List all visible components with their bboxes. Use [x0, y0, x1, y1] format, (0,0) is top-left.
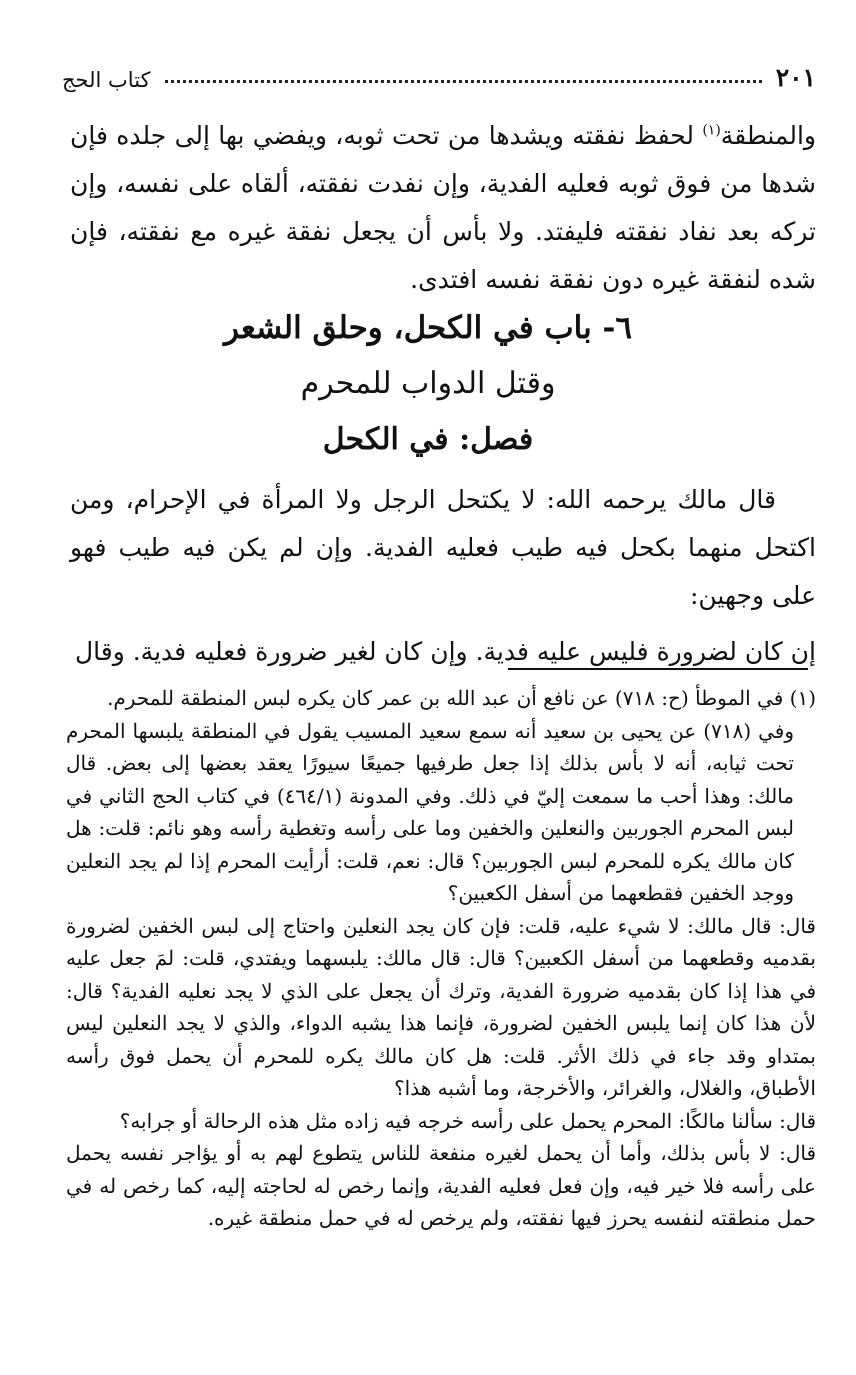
- intro-paragraph: [70, 112, 816, 304]
- chapter-subheading: وقتل الدواب للمحرم: [300, 366, 556, 401]
- intro-text-rest: لحفظ نفقته ويشدها من تحت ثوبه، ويفضي بها إلى جلده فإن شدها من فوق ثوبه فعليه الفدية، وإن نفدت نفقته، ألقاه على نفسه، وإن تركه بعد نفاد نفقته فليفتد. ولا بأس أن يجعل نفقة غيره مع نفقته، فإن شده لنفقة غيره دون نفقة نفسه افتدى.: [70, 121, 816, 294]
- footnote-separator: [508, 668, 808, 670]
- footnote-1-paragraph-4: قال: سألنا مالكًا: المحرم يحمل على رأسه خرجه فيه زاده مثل هذه الرحالة أو جرابه؟: [119, 1108, 816, 1133]
- page-number: ٢٠١: [775, 63, 816, 92]
- footnote-1-paragraph-5: قال: لا بأس بذلك، وأما أن يحمل لغيره منفعة للناس يتطوع لهم به أو يؤاجر نفسه يحمل على رأسه فلا خير فيه، وإن فعل فعليه الفدية، وإنما رخص له لحاجته إليه، كما رخص له في حمل منطقته لنفسه يحرز فيها نفقته، ولم يرخص له في حمل منطقة غيره.: [66, 1141, 816, 1230]
- header-dot-leader: [165, 80, 762, 83]
- footnotes: [66, 682, 816, 1235]
- section-paragraph-2: إن كان لضرورة فليس عليه فدية. وإن كان لغير ضرورة فعليه فدية. وقال: [74, 637, 816, 666]
- section-heading: فصل: في الكحل: [322, 422, 534, 457]
- section-body: [70, 476, 816, 676]
- intro-text: [70, 112, 816, 304]
- footnote-1-paragraph-2: وفي (٧١٨) عن يحيى بن سعيد أنه سمع سعيد المسيب يقول في المنطقة يلبسها المحرم تحت ثيابه، أنه لا بأس بذلك إذا جعل طرفيها جميعًا سيورًا يعقد بعضها إلى بعض. قال مالك: وهذا أحب ما سمعت إليّ في ذلك. وفي المدونة (٤٦٤/١) في كتاب الحج الثاني في لبس المحرم الجوربين والنعلين والخفين وما على رأسه وتغطية رأسه وهو نائم: قلت: هل كان مالك يكره للمحرم لبس الجوربين؟ قال: نعم، قلت: أرأيت المحرم إذا لم يجد النعلين ووجد الخفين فقطعهما من أسفل الكعبين؟: [66, 718, 795, 905]
- footnote-1-paragraph-3: قال: قال مالك: لا شيء عليه، قلت: فإن كان يجد النعلين واحتاج إلى لبس الخفين لضرورة بقدميه وقطعهما من أسفل الكعبين؟ قال: قال مالك: يلبسهما ويفتدي، قلت: لمَ جعل عليه في هذا إذا كان بقدميه ضرورة الفدية، وترك أن يجعل على الذي لا يجد نعليه الفدية؟ قال: لأن هذا كان إنما يلبس الخفين لضرورة، فإنما هذا يشبه الدواء، والذي لا يجد النعلين ليس بمتداو وقد جاء في ذلك الأثر. قلت: هل كان مالك يكره للمحرم أن يحمل فوق رأسه الأطباق، والغلال، والغرائر، والأخرجة، وما أشبه هذا؟: [66, 913, 816, 1100]
- intro-text-start: والمنطقة: [720, 121, 816, 150]
- footnote-1-line-1: (١) في الموطأ (ح: ٧١٨) عن نافع أن عبد الله بن عمر كان يكره لبس المنطقة للمحرم.: [107, 686, 816, 710]
- footnote-marker: (١): [702, 122, 721, 139]
- running-title: كتاب الحج: [62, 68, 151, 92]
- page-header: [62, 52, 816, 92]
- section-paragraph-1: قال مالك يرحمه الله: لا يكتحل الرجل ولا المرأة في الإحرام، ومن اكتحل منهما بكحل فيه طيب فعليه الفدية. وإن لم يكن فيه طيب فهو على وجهين:: [70, 485, 816, 610]
- chapter-heading: ٦- باب في الكحل، وحلق الشعر: [223, 310, 633, 346]
